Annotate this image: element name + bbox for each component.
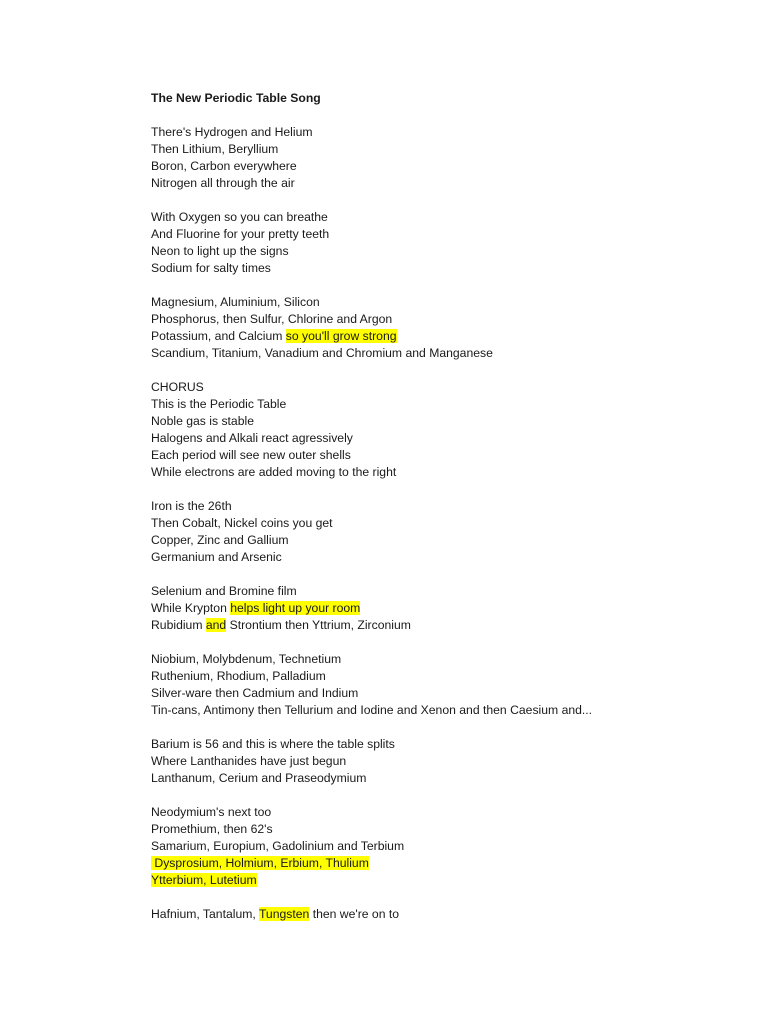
lyric-line — [151, 328, 751, 345]
lyric-line — [151, 668, 751, 685]
lyric-line — [151, 260, 751, 277]
line-text: Selenium and Bromine film — [151, 584, 297, 598]
lyric-line — [151, 855, 751, 872]
line-text: Samarium, Europium, Gadolinium and Terbium — [151, 839, 405, 853]
stanza — [151, 379, 751, 481]
lyric-line — [151, 124, 751, 141]
lyric-line — [151, 243, 751, 260]
line-text: And Fluorine for your pretty teeth — [151, 227, 330, 241]
lyric-line — [151, 532, 751, 549]
lyric-line — [151, 498, 751, 515]
line-text: Rubidium — [151, 618, 206, 632]
stanza — [151, 583, 751, 634]
lyric-line — [151, 651, 751, 668]
highlighted-text: Dysprosium, Holmium, Erbium, Thulium — [151, 856, 369, 870]
lyric-line — [151, 464, 751, 481]
line-text: Magnesium, Aluminium, Silicon — [151, 295, 320, 309]
line-text: While Krypton — [151, 601, 231, 615]
line-text: With Oxygen so you can breathe — [151, 210, 328, 224]
stanza — [151, 804, 751, 889]
lyric-line — [151, 872, 751, 889]
stanza — [151, 124, 751, 192]
lyric-line — [151, 209, 751, 226]
line-text: Phosphorus, then Sulfur, Chlorine and Argon — [151, 312, 393, 326]
line-text: Niobium, Molybdenum, Technetium — [151, 652, 342, 666]
lyric-line — [151, 736, 751, 753]
line-text: CHORUS — [151, 380, 204, 394]
lyrics-body — [151, 124, 751, 923]
lyric-line — [151, 770, 751, 787]
line-text: There's Hydrogen and Helium — [151, 125, 313, 139]
line-text: Iron is the 26th — [151, 499, 232, 513]
lyric-line — [151, 685, 751, 702]
line-text: While electrons are added moving to the right — [151, 465, 397, 479]
line-text: Potassium, and Calcium — [151, 329, 286, 343]
stanza — [151, 906, 751, 923]
line-text: Barium is 56 and this is where the table splits — [151, 737, 395, 751]
lyric-line — [151, 838, 751, 855]
lyric-line — [151, 226, 751, 243]
lyric-line — [151, 600, 751, 617]
line-text: Halogens and Alkali react agressively — [151, 431, 353, 445]
line-text: Germanium and Arsenic — [151, 550, 282, 564]
line-text: Nitrogen all through the air — [151, 176, 295, 190]
line-text: Ruthenium, Rhodium, Palladium — [151, 669, 326, 683]
line-text: Neon to light up the signs — [151, 244, 289, 258]
lyric-line — [151, 396, 751, 413]
line-text: Strontium then Yttrium, Zirconium — [226, 618, 411, 632]
stanza — [151, 209, 751, 277]
lyric-line — [151, 753, 751, 770]
highlighted-text: Tungsten — [258, 907, 310, 921]
line-text: Copper, Zinc and Gallium — [151, 533, 289, 547]
line-text: Hafnium, Tantalum, — [151, 907, 259, 921]
line-text: Where Lanthanides have just begun — [151, 754, 347, 768]
highlighted-text: so you'll grow strong — [285, 329, 397, 343]
line-text: Each period will see new outer shells — [151, 448, 351, 462]
line-text: Noble gas is stable — [151, 414, 254, 428]
line-text: Silver-ware then Cadmium and Indium — [151, 686, 359, 700]
line-text: Scandium, Titanium, Vanadium and Chromium and Manganese — [151, 346, 493, 360]
line-text: Tin-cans, Antimony then Tellurium and Iodine and Xenon and then Caesium and... — [151, 703, 593, 717]
lyric-line — [151, 821, 751, 838]
line-text: Boron, Carbon everywhere — [151, 159, 297, 173]
lyric-line — [151, 413, 751, 430]
line-text: Then Cobalt, Nickel coins you get — [151, 516, 333, 530]
lyric-line — [151, 294, 751, 311]
lyric-line — [151, 906, 751, 923]
lyric-line — [151, 345, 751, 362]
lyric-line — [151, 311, 751, 328]
line-text: Neodymium's next too — [151, 805, 272, 819]
highlighted-text: helps light up your room — [230, 601, 361, 615]
lyric-line — [151, 583, 751, 600]
lyric-line — [151, 515, 751, 532]
lyric-line — [151, 804, 751, 821]
lyric-line — [151, 430, 751, 447]
highlighted-text: and — [205, 618, 227, 632]
lyric-line — [151, 447, 751, 464]
stanza — [151, 294, 751, 362]
line-text: then we're on to — [309, 907, 400, 921]
stanza — [151, 498, 751, 566]
lyric-line — [151, 175, 751, 192]
line-text: Sodium for salty times — [151, 261, 271, 275]
document-title: The New Periodic Table Song — [151, 91, 321, 105]
stanza — [151, 651, 751, 719]
line-text: Then Lithium, Beryllium — [151, 142, 279, 156]
document-page — [151, 90, 751, 940]
highlighted-text: Ytterbium, Lutetium — [151, 873, 257, 887]
lyric-line — [151, 617, 751, 634]
lyric-line — [151, 549, 751, 566]
lyric-line — [151, 141, 751, 158]
line-text: This is the Periodic Table — [151, 397, 287, 411]
line-text: Promethium, then 62's — [151, 822, 273, 836]
lyric-line — [151, 702, 751, 719]
lyric-line — [151, 158, 751, 175]
lyric-line — [151, 379, 751, 396]
line-text: Lanthanum, Cerium and Praseodymium — [151, 771, 367, 785]
stanza — [151, 736, 751, 787]
